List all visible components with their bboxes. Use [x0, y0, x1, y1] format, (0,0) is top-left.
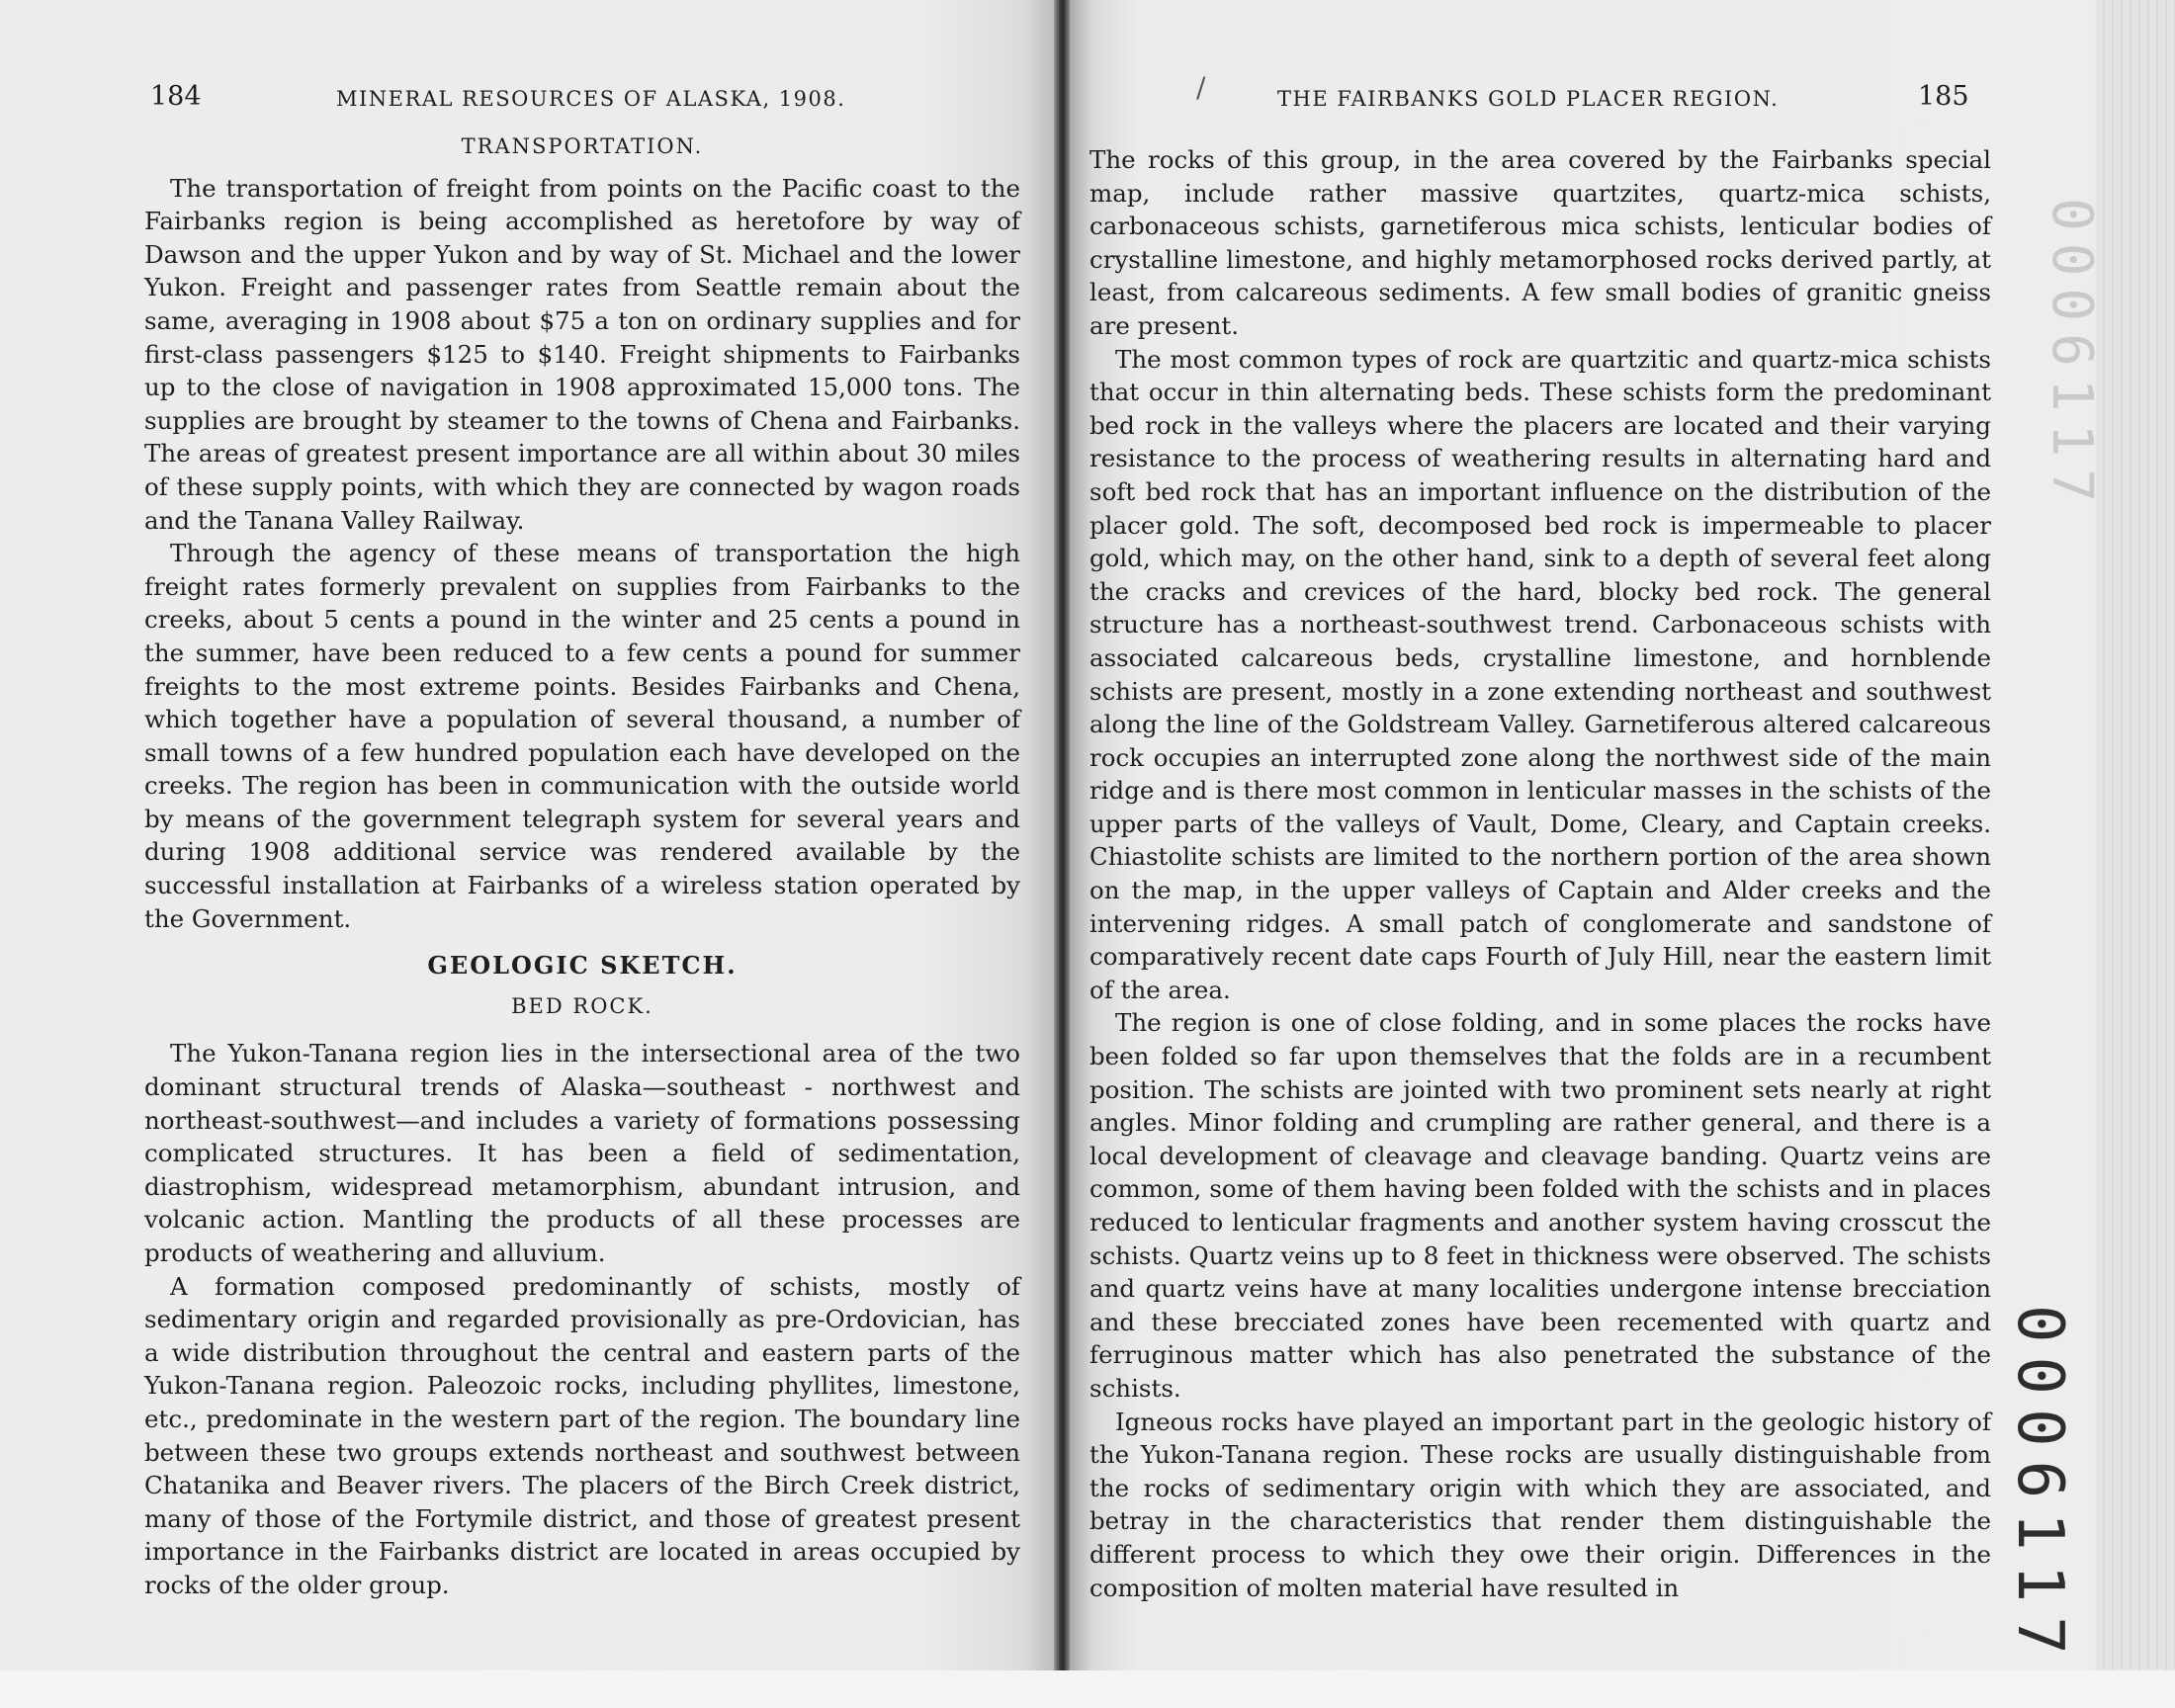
- paragraph: A formation composed predominantly of schists, mostly of sedimentary origin and regarded provisionally as pre-Ordovician, has a wide distribution throughout the central and eastern parts of the Yukon-Tanana region. Paleozoic rocks, including phyllites, limestone, etc., predominate in the western part of the region. The boundary line between these two groups extends northeast and southwest between Chatanika and Beaver rivers. The placers of the Birch Creek district, many of those of the Fortymile district, and those of greatest present importance in the Fairbanks district are located in areas occupied by rocks of the older group.: [144, 1271, 1020, 1599]
- left-running-head: MINERAL RESOURCES OF ALASKA, 1908.: [336, 87, 846, 111]
- left-page: [0, 0, 1054, 1670]
- right-running-head: THE FAIRBANKS GOLD PLACER REGION.: [1277, 87, 1780, 111]
- right-text-column: [1089, 143, 1991, 1604]
- right-page-number: 185: [1918, 81, 1969, 112]
- left-text-column: [144, 130, 1020, 1602]
- heading-geologic-sketch: GEOLOGIC SKETCH.: [427, 951, 738, 981]
- left-page-number: 184: [150, 81, 202, 112]
- page-edge-texture: [2096, 0, 2175, 1670]
- scan-bottom-border: [0, 1670, 2175, 1708]
- heading-bed-rock: BED ROCK.: [511, 993, 653, 1018]
- paragraph: Igneous rocks have played an important part in the geologic history of the Yukon-Tanana region. These rocks are usually distinguishable from the rocks of sedimentary origin with which they are associated, and betray in the characteristics that render them distinguishable the different process to which they owe their origin. Differences in the composition of molten material have resulted in: [1089, 1407, 1991, 1602]
- book-gutter: [1054, 0, 1070, 1670]
- paragraph: The rocks of this group, in the area covered by the Fairbanks special map, include rather massive quartzites, quartz-mica schists, carbonaceous schists, garnetiferous mica schists, lenticular bodies of crystalline limestone, and highly metamorphosed rocks derived partly, at least, from calcareous sediments. A few small bodies of granitic gneiss are present.: [1089, 145, 1991, 340]
- paragraph: The transportation of freight from points on the Pacific coast to the Fairbanks region is being accomplished as heretofore by way of Dawson and the upper Yukon and by way of St. Michael and the lower Yukon. Freight and passenger rates from Seattle remain about the same, averaging in 1908 about $75 a ton on ordinary supplies and for first-class passengers $125 to $140. Freight shipments to Fairbanks up to the close of navigation in 1908 approximated 15,000 tons. The supplies are brought by steamer to the towns of Chena and Fairbanks. The areas of greatest present importance are all within about 30 miles of these supply points, with which they are connected by wagon roads and the Tanana Valley Railway.: [144, 173, 1020, 535]
- margin-stamp-number: 0006117: [2003, 1305, 2076, 1668]
- faint-margin-stamp: 0006117: [2040, 198, 2104, 515]
- heading-transportation: TRANSPORTATION.: [461, 134, 704, 158]
- paragraph: The region is one of close folding, and in some places the rocks have been folded so far upon themselves that the folds are in a recumbent position. The schists are jointed with two prominent sets nearly at right angles. Minor folding and crumpling are rather general, and there is a local development of cleavage and cleavage banding. Quartz veins are common, some of them having been folded with the schists and in places reduced to lenticular fragments and another system having crosscut the schists. Quartz veins up to 8 feet in thickness were observed. The schists and quartz veins have at many localities undergone intense brecciation and these brecciated zones have been recemented with quartz and ferruginous matter which has also penetrated the substance of the schists.: [1089, 1008, 1991, 1403]
- paragraph: The Yukon-Tanana region lies in the intersectional area of the two dominant structural trends of Alaska—southeast - northwest and northeast-southwest—and includes a variety of formations possessing complicated structures. It has been a field of sedimentation, diastrophism, widespread metamorphism, abundant intrusion, and volcanic action. Mantling the products of all these processes are products of weathering and alluvium.: [144, 1039, 1020, 1267]
- paragraph: The most common types of rock are quartzitic and quartz-mica schists that occur in thin alternating beds. These schists form the predominant bed rock in the valleys where the placers are located and their varying resistance to the process of weathering results in alternating hard and soft bed rock that has an important influence on the distribution of the placer gold. The soft, decomposed bed rock is impermeable to placer gold, which may, on the other hand, sink to a depth of several feet along the cracks and crevices of the hard, blocky bed rock. The general structure has a northeast-southwest trend. Carbonaceous schists with associated calcareous beds, crystalline limestone, and hornblende schists are present, mostly in a zone extending northeast and southwest along the line of the Goldstream Valley. Garnetiferous altered calcareous rock occupies an interrupted zone along the northwest side of the main ridge and is there most common in lenticular masses in the schists of the upper parts of the valleys of Vault, Dome, Cleary, and Captain creeks. Chiastolite schists are limited to the northern portion of the area shown on the map, in the upper valleys of Captain and Alder creeks and the intervening ridges. A small patch of conglomerate and sandstone of comparatively recent date caps Fourth of July Hill, near the eastern limit of the area.: [1089, 344, 1991, 1004]
- pencil-mark-icon: ∕: [1196, 71, 1206, 104]
- paragraph: Through the agency of these means of transportation the high freight rates formerly prevalent on supplies from Fairbanks to the creeks, about 5 cents a pound in the winter and 25 cents a pound in the summer, have been reduced to a few cents a pound for summer freights to the most extreme points. Besides Fairbanks and Chena, which together have a population of several thousand, a number of small towns of a few hundred population each have developed on the creeks. The region has been in communication with the outside world by means of the government telegraph system for several years and during 1908 additional service was rendered available by the successful installation at Fairbanks of a wireless station operated by the Government.: [144, 539, 1020, 933]
